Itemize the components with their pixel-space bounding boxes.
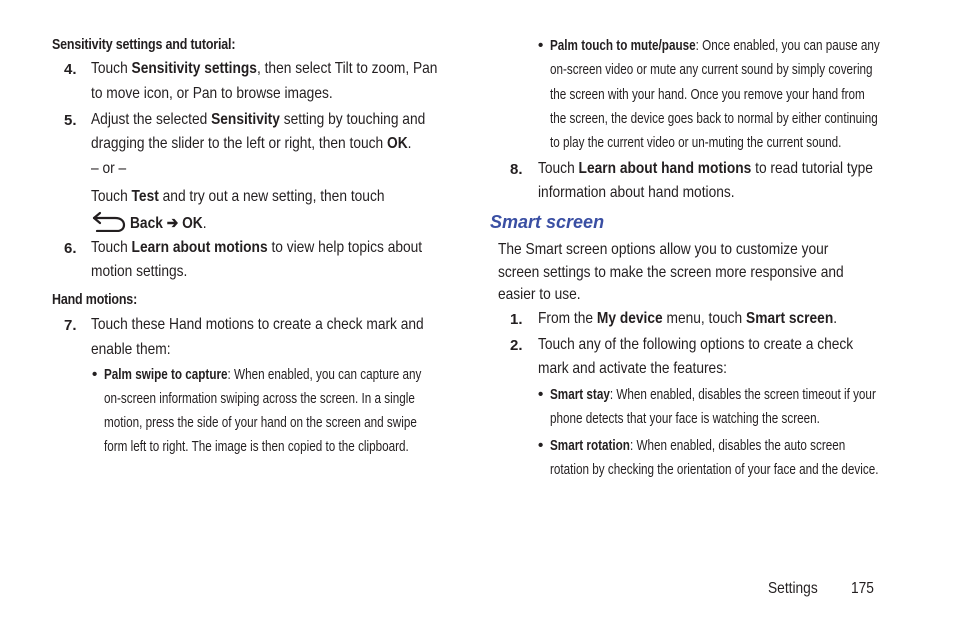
back-arrow-icon — [91, 210, 127, 232]
step-2-number: 2. — [510, 337, 523, 354]
smart-stay-line-1: Smart stay: When enabled, disables the screen timeout if your — [550, 386, 876, 403]
palm-swipe-line-2: on-screen information swiping across the screen. In a single — [104, 390, 415, 407]
step-5-line-1: Adjust the selected Sensitivity setting by touching and — [91, 111, 426, 128]
footer-section-name: Settings — [768, 580, 818, 597]
bullet-palm-touch: • — [538, 37, 544, 54]
smart-rotation-line-1: Smart rotation: When enabled, disables the auto screen — [550, 437, 846, 454]
palm-swipe-line-1: Palm swipe to capture: When enabled, you can capture any — [104, 366, 422, 383]
bullet-palm-swipe: • — [92, 366, 98, 383]
step-5-line-2: dragging the slider to the left or right, then touch OK. — [91, 135, 412, 152]
step-5-or: – or – — [91, 160, 127, 177]
step-5-line-3: Touch Test and try out a new setting, then touch — [91, 188, 385, 205]
step-7-line-1: Touch these Hand motions to create a check mark and — [91, 316, 424, 333]
step-6-line-1: Touch Learn about motions to view help topics about — [91, 239, 423, 256]
step-8-number: 8. — [510, 161, 523, 178]
heading-sensitivity: Sensitivity settings and tutorial: — [52, 37, 236, 53]
palm-touch-line-4: the screen, the device goes back to normal by either continuing — [550, 110, 878, 127]
step-8-line-2: information about hand motions. — [538, 184, 735, 201]
bullet-smart-rotation: • — [538, 437, 544, 454]
step-5-number: 5. — [64, 112, 77, 129]
footer-page-number: 175 — [851, 580, 874, 597]
palm-touch-line-5: to play the current video or un-muting the current sound. — [550, 134, 842, 151]
step-1-number: 1. — [510, 311, 523, 328]
smart-intro-line-1: The Smart screen options allow you to customize your — [498, 241, 829, 258]
palm-touch-line-1: Palm touch to mute/pause: Once enabled, you can pause any — [550, 37, 880, 54]
smart-rotation-line-2: rotation by checking the orientation of your face and the device. — [550, 461, 879, 478]
step-1-line: From the My device menu, touch Smart screen. — [538, 310, 838, 327]
smart-intro-line-3: easier to use. — [498, 286, 581, 303]
step-7-number: 7. — [64, 317, 77, 334]
palm-touch-line-2: on-screen video or mute any current sound by simply covering — [550, 61, 873, 78]
palm-swipe-line-3: motion, press the side of your hand on the screen and swipe — [104, 414, 417, 431]
step-6-line-2: motion settings. — [91, 263, 188, 280]
smart-intro-line-2: screen settings to make the screen more responsive and — [498, 264, 844, 281]
step-8-line-1: Touch Learn about hand motions to read tutorial type — [538, 160, 873, 177]
step-2-line-1: Touch any of the following options to create a check — [538, 336, 854, 353]
smart-stay-line-2: phone detects that your face is watching the screen. — [550, 410, 820, 427]
step-5-line-4: Back ➔ OK. — [130, 215, 207, 232]
step-4-line-2: to move icon, or Pan to browse images. — [91, 85, 333, 102]
step-2-line-2: mark and activate the features: — [538, 360, 727, 377]
step-4-number: 4. — [64, 61, 77, 78]
step-4-line-1: Touch Sensitivity settings, then select Tilt to zoom, Pan — [91, 60, 438, 77]
step-6-number: 6. — [64, 240, 77, 257]
heading-hand-motions: Hand motions: — [52, 292, 138, 308]
step-7-line-2: enable them: — [91, 341, 171, 358]
bullet-smart-stay: • — [538, 386, 544, 403]
palm-touch-line-3: the screen with your hand. Once you remove your hand from — [550, 86, 865, 103]
palm-swipe-line-4: form left to right. The image is then copied to the clipboard. — [104, 438, 409, 455]
section-title-smart-screen: Smart screen — [490, 212, 605, 232]
